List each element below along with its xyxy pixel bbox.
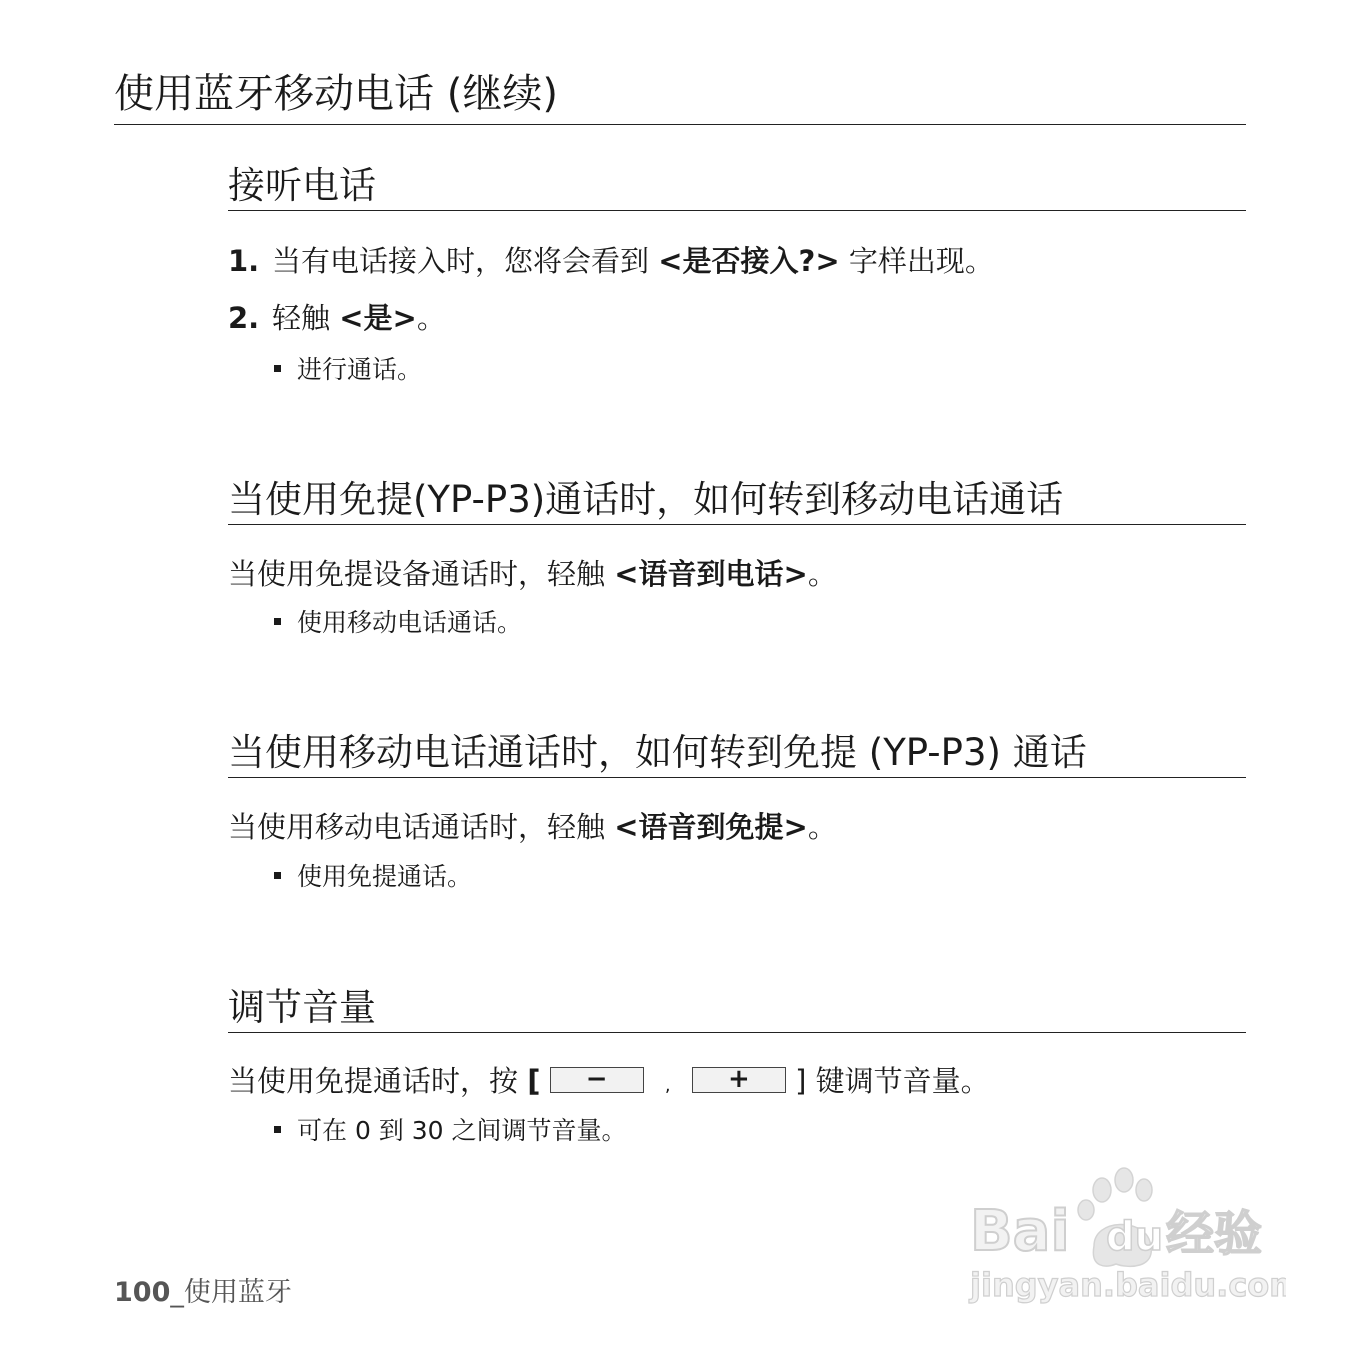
body-text: 当使用移动电话通话时，轻触 (228, 810, 615, 844)
step-number: 2. (228, 301, 260, 335)
page-title: 使用蓝牙移动电话 (继续) (114, 66, 1246, 125)
step-text-end: 。 (416, 301, 446, 335)
step-ui-label: <是否接入?> (658, 244, 840, 278)
bullet-text: 进行通话。 (297, 355, 423, 384)
step-number: 1. (228, 244, 260, 278)
section-title-phone-to-handsfree: 当使用移动电话通话时，如何转到免提 (YP-P3) 通话 (228, 729, 1246, 778)
watermark-brand: Bai (970, 1199, 1070, 1264)
volume-up-key-icon: + (692, 1067, 786, 1093)
bracket-close: ] (795, 1064, 807, 1098)
step-text-end: 字样出现。 (839, 244, 994, 278)
step-ui-label: <是> (339, 301, 417, 335)
watermark-suffix: 经验 (1166, 1206, 1263, 1262)
body-text-end: 。 (807, 810, 837, 844)
section-body (228, 554, 837, 594)
step-text: 当有电话接入时，您将会看到 (272, 244, 659, 278)
section-title-adjust-volume: 调节音量 (228, 984, 1246, 1033)
watermark-url: jingyan.baidu.com (970, 1266, 1286, 1304)
body-ui-label: <语音到电话> (614, 557, 808, 591)
bullet-item (274, 606, 522, 640)
watermark-brand-du: du (1106, 1214, 1164, 1260)
bullet-item (274, 1114, 627, 1148)
bullet-text: 使用免提通话。 (297, 862, 473, 891)
body-text-end: 键调节音量。 (806, 1064, 990, 1098)
bullet-square-icon (274, 618, 281, 625)
section-body (228, 807, 837, 847)
section-body (228, 1061, 990, 1106)
step-text: 轻触 (272, 301, 340, 335)
bullet-text: 可在 0 到 30 之间调节音量。 (297, 1116, 627, 1145)
bullet-square-icon (274, 1126, 281, 1133)
volume-down-key-icon: − (550, 1067, 644, 1093)
bullet-square-icon (274, 872, 281, 879)
section-title-answer-call: 接听电话 (228, 162, 1246, 211)
key-separator: , (664, 1075, 671, 1096)
page-number: 100 (114, 1277, 171, 1308)
body-text: 当使用免提设备通话时，轻触 (228, 557, 615, 591)
bullet-item (274, 353, 422, 387)
body-text-end: 。 (807, 557, 837, 591)
bullet-square-icon (274, 365, 281, 372)
page-footer (114, 1275, 292, 1311)
body-ui-label: <语音到免提> (614, 810, 808, 844)
bracket-open: [ (527, 1064, 541, 1098)
body-text: 当使用免提通话时，按 (228, 1064, 528, 1098)
baidu-watermark-logo (966, 1158, 1286, 1318)
bullet-item (274, 860, 472, 894)
section-title-handsfree-to-phone: 当使用免提(YP-P3)通话时，如何转到移动电话通话 (228, 476, 1246, 525)
bullet-text: 使用移动电话通话。 (297, 608, 523, 637)
footer-label: _使用蓝牙 (170, 1277, 292, 1308)
baidu-paw-logo-icon (966, 1158, 1286, 1318)
step-1 (228, 241, 994, 281)
step-2 (228, 298, 446, 338)
